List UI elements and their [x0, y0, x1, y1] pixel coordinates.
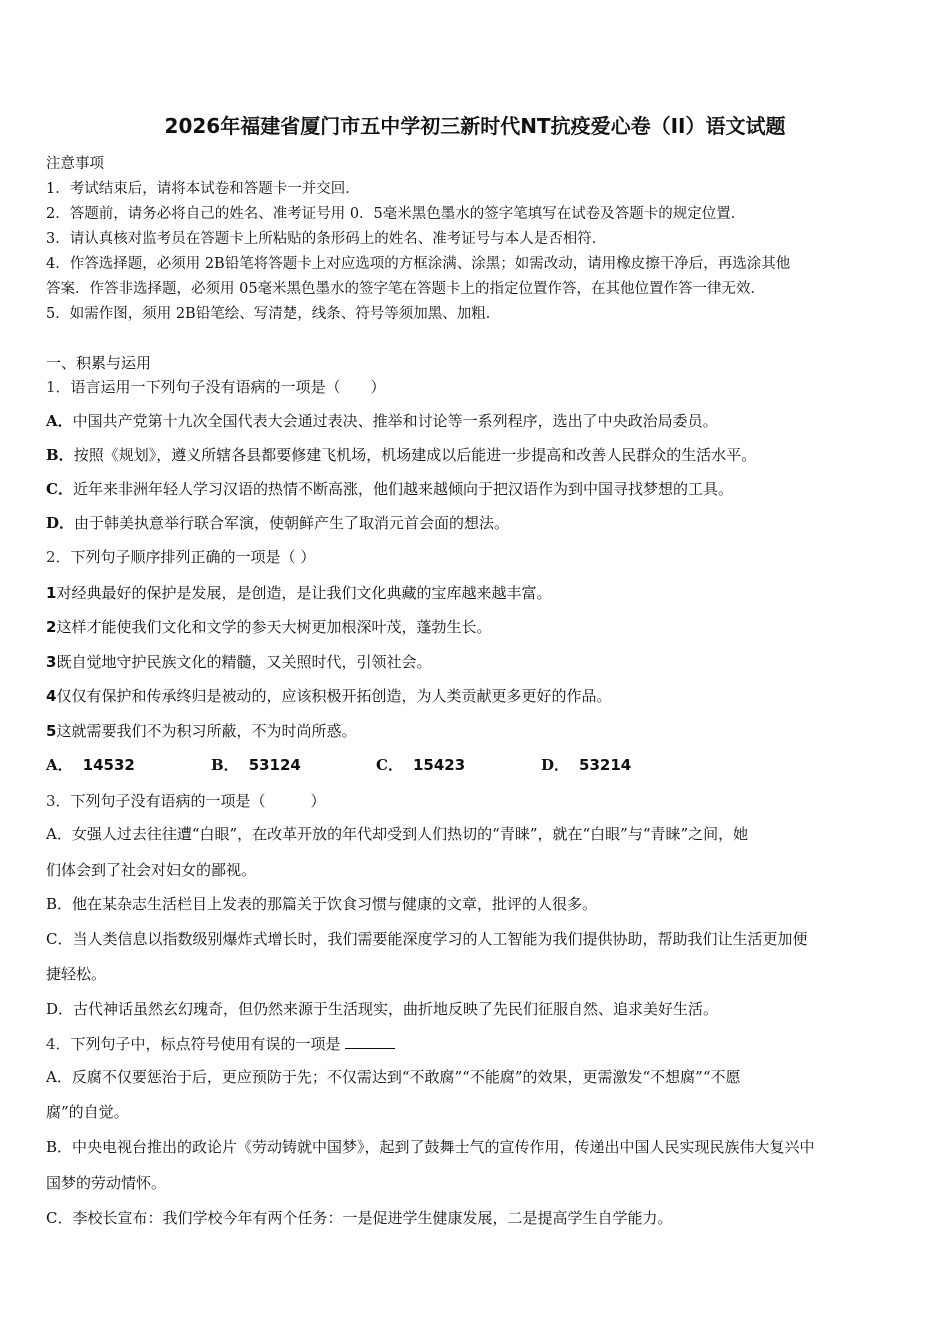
q2-sentence	[46, 616, 491, 637]
sentence-number: 2	[46, 618, 57, 636]
notice-item: 答案．作答非选择题，必须用 05毫米黑色墨水的签字笔在答题卡上的指定位置作答，在其他位置作答一律无效．	[46, 281, 766, 297]
q2-sentence	[46, 685, 611, 706]
q3-option-d: D．古代神话虽然玄幻瑰奇，但仍然来源于生活现实，曲折地反映了先民们征服自然、追求美好生活。	[46, 1000, 719, 1018]
q2-option-c	[376, 754, 465, 775]
sentence-text: 仅仅有保护和传承终归是被动的，应该积极开拓创造，为人类贡献更多更好的作品。	[56, 687, 612, 705]
question-number: 2．	[46, 548, 71, 566]
sentence-number: 4	[46, 687, 57, 705]
question-text: 下列句子顺序排列正确的一项是（ ）	[70, 548, 316, 566]
option-text: 近年来非洲年轻人学习汉语的热情不断高涨，他们越来越倾向于把汉语作为到中国寻找梦想的工具。	[72, 480, 733, 498]
q1-option-d	[46, 512, 509, 533]
answer-blank	[345, 1034, 395, 1049]
q2-sentence	[46, 720, 356, 741]
option-value: 53214	[579, 756, 632, 774]
question-number: 4．	[46, 1035, 71, 1053]
option-label: A．	[46, 412, 73, 430]
question-1-stem	[46, 376, 386, 397]
q3-option-c-cont: 捷轻松。	[46, 965, 107, 983]
notice-item: 3．请认真核对监考员在答题卡上所粘贴的条形码上的姓名、准考证号与本人是否相符．	[46, 231, 607, 247]
q2-option-b	[211, 754, 301, 775]
sentence-number: 1	[46, 584, 57, 602]
notice-item: 5．如需作图，须用 2B铅笔绘、写清楚，线条、符号等须加黑、加粗．	[46, 306, 501, 322]
option-label: B．	[46, 446, 74, 464]
sentence-text: 既自觉地守护民族文化的精髓，又关照时代，引领社会。	[56, 653, 432, 671]
q4-option-a-cont: 腐”的自觉。	[46, 1103, 129, 1121]
question-3-stem	[46, 790, 326, 811]
q2-options	[46, 754, 906, 778]
sentence-text: 对经典最好的保护是发展，是创造，是让我们文化典藏的宝库越来越丰富。	[56, 584, 552, 602]
q1-option-b	[46, 444, 756, 465]
notice-item: 1．考试结束后，请将本试卷和答题卡一并交回．	[46, 181, 360, 197]
notice-item: 4．作答选择题，必须用 2B铅笔将答题卡上对应选项的方框涂满、涂黑；如需改动，请用橡皮擦干净后，再选涂其他	[46, 256, 791, 272]
question-text: 下列句子没有语病的一项是（ ）	[70, 792, 326, 810]
option-value: 15423	[412, 756, 466, 774]
question-2-stem	[46, 546, 315, 567]
q2-option-d	[541, 754, 631, 775]
notice-item: 2．答题前，请务必将自己的姓名、准考证号用 0．5毫米黑色墨水的签字笔填写在试卷及答题卡的规定位置．	[46, 206, 746, 222]
option-label: C．	[376, 756, 403, 774]
question-4-stem	[46, 1033, 395, 1054]
q4-option-a: A．反腐不仅要惩治于后，更应预防于先；不仅需达到“不敢腐”“不能腐”的效果，更需激发“不想腐”“不愿	[46, 1068, 741, 1086]
option-label: A．	[46, 756, 73, 774]
q4-option-b: B．中央电视台推出的政论片《劳动铸就中国梦》，起到了鼓舞士气的宣传作用，传递出中国人民实现民族伟大复兴中	[46, 1138, 815, 1156]
option-text: 中国共产党第十九次全国代表大会通过表决、推举和讨论等一系列程序，选出了中央政治局委员。	[72, 412, 718, 430]
q2-sentence	[46, 651, 431, 672]
option-label: C．	[46, 480, 73, 498]
sentence-text: 这样才能使我们文化和文学的参天大树更加根深叶茂，蓬勃生长。	[56, 618, 492, 636]
q4-option-c: C．李校长宣布：我们学校今年有两个任务：一是促进学生健康发展，二是提高学生自学能力。	[46, 1209, 673, 1227]
section-heading: 一、积累与运用	[46, 354, 152, 372]
q1-option-c	[46, 478, 733, 499]
q3-option-a-cont: 们体会到了社会对妇女的鄙视。	[46, 861, 257, 879]
option-value: 14532	[82, 756, 135, 774]
sentence-text: 这就需要我们不为积习所蔽，不为时尚所惑。	[56, 722, 357, 740]
option-label: B．	[211, 756, 239, 774]
notice-heading: 注意事项	[46, 156, 104, 172]
sentence-number: 5	[46, 722, 57, 740]
q2-sentence	[46, 582, 551, 603]
q3-option-b: B．他在某杂志生活栏目上发表的那篇关于饮食习惯与健康的文章，批评的人很多。	[46, 895, 598, 913]
option-text: 由于韩美执意举行联合军演，使朝鲜产生了取消元首会面的想法。	[74, 514, 510, 532]
question-number: 1．	[46, 378, 71, 396]
q2-option-a	[46, 754, 135, 775]
option-value: 53124	[248, 756, 301, 774]
q4-option-b-cont: 国梦的劳动情怀。	[46, 1174, 167, 1192]
question-text: 语言运用一下列句子没有语病的一项是（ ）	[70, 378, 386, 396]
page-title: 2026年福建省厦门市五中学初三新时代NT抗疫爱心卷（II）语文试题	[164, 114, 786, 138]
option-label: D．	[541, 756, 570, 774]
question-number: 3．	[46, 792, 71, 810]
option-label: D．	[46, 514, 75, 532]
sentence-number: 3	[46, 653, 57, 671]
q1-option-a	[46, 410, 718, 431]
option-text: 按照《规划》，遵义所辖各县都要修建飞机场，机场建成以后能进一步提高和改善人民群众的生活水平。	[73, 446, 757, 464]
question-text: 下列句子中，标点符号使用有误的一项是	[70, 1035, 341, 1053]
q3-option-a: A．女强人过去往往遭“白眼”，在改革开放的年代却受到人们热切的“青睐”，就在“白眼”与“青睐”之间，她	[46, 825, 749, 843]
q3-option-c: C．当人类信息以指数级别爆炸式增长时，我们需要能深度学习的人工智能为我们提供协助，帮助我们让生活更加便	[46, 930, 808, 948]
